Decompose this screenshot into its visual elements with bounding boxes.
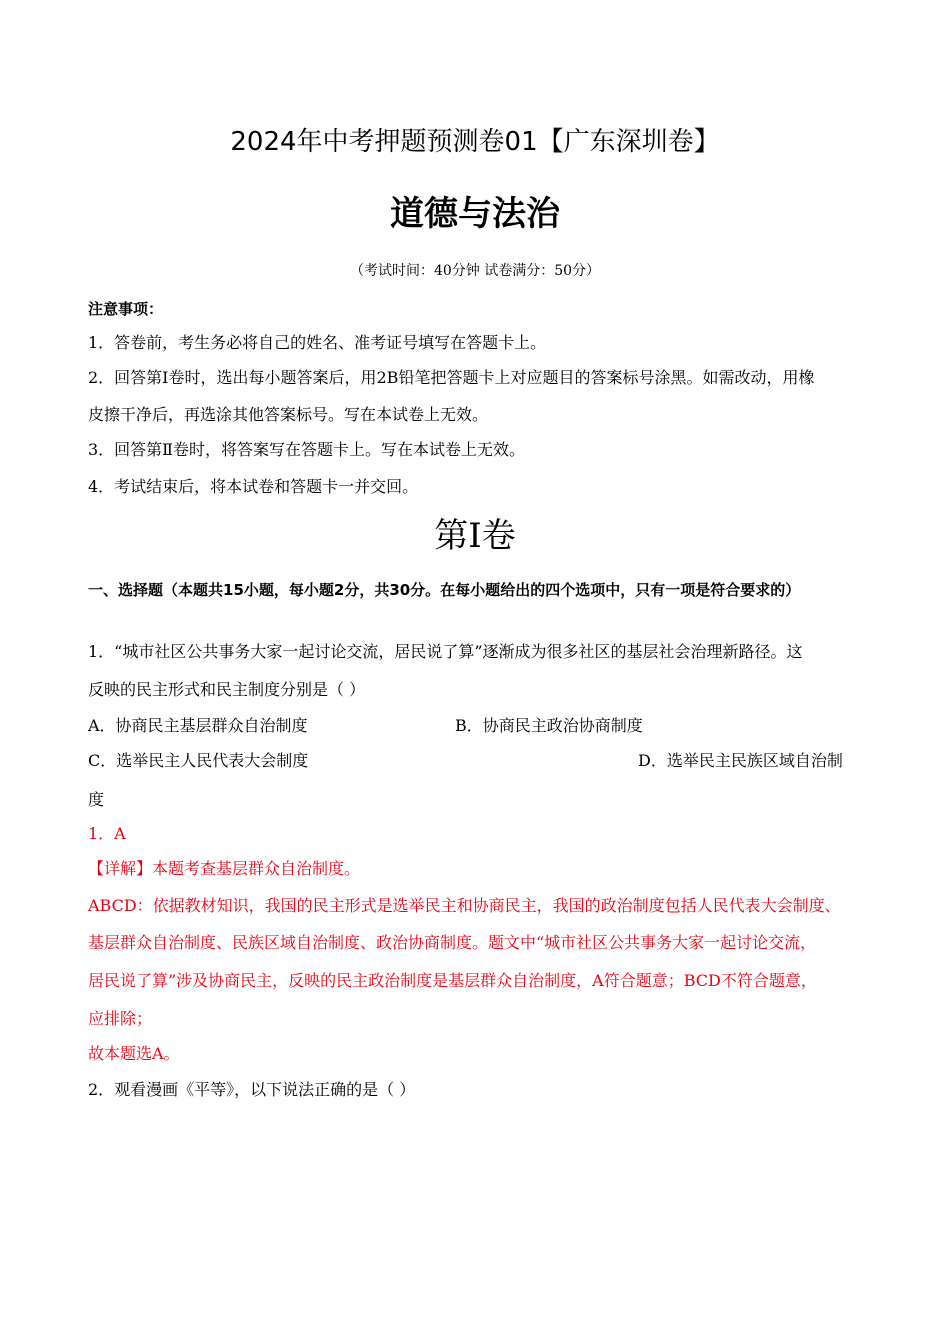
answer: 1．A <box>88 824 126 843</box>
option-b: B．协商民主政治协商制度 <box>455 716 643 735</box>
exam-title: 2024年中考押题预测卷01【广东深圳卷】 <box>230 127 720 157</box>
detail-heading: 【详解】本题考查基层群众自治制度。 <box>88 859 361 878</box>
volume-title: 第Ⅰ卷 <box>434 516 516 556</box>
analysis-line: 居民说了算”涉及协商民主，反映的民主政治制度是基层群众自治制度，A符合题意；BCD不符合题意， <box>88 971 817 990</box>
question-stem: 反映的民主形式和民主制度分别是（ ） <box>88 680 366 699</box>
option-a: A．协商民主基层群众自治制度 <box>88 716 308 735</box>
exam-info: （考试时间：40分钟 试卷满分：50分） <box>349 263 601 279</box>
notice-heading: 注意事项： <box>88 300 164 318</box>
analysis-line: 应排除； <box>88 1009 153 1028</box>
subject-title: 道德与法治 <box>390 194 560 234</box>
notice-item: 2．回答第Ⅰ卷时，选出每小题答案后，用2B铅笔把答题卡上对应题目的答案标号涂黑。如需改动，用橡 <box>88 368 815 387</box>
notice-item: 4．考试结束后，将本试卷和答题卡一并交回。 <box>88 477 419 496</box>
section-heading: 一、选择题（本题共15小题，每小题2分，共30分。在每小题给出的四个选项中，只有一项是符合要求的） <box>88 581 801 599</box>
question-stem: 2．观看漫画《平等》，以下说法正确的是（ ） <box>88 1080 416 1099</box>
notice-item: 皮擦干净后，再选涂其他答案标号。写在本试卷上无效。 <box>88 405 489 424</box>
conclusion: 故本题选A。 <box>88 1044 180 1063</box>
option-d: D．选举民主民族区域自治制 <box>638 751 843 770</box>
analysis-line: 基层群众自治制度、民族区域自治制度、政治协商制度。题文中“城市社区公共事务大家一起讨论交流， <box>88 933 817 952</box>
option-d-continued: 度 <box>88 790 105 809</box>
notice-item: 3．回答第Ⅱ卷时，将答案写在答题卡上。写在本试卷上无效。 <box>88 440 526 459</box>
analysis-line: ABCD：依据教材知识，我国的民主形式是选举民主和协商民主，我国的政治制度包括人民代表大会制度、 <box>88 896 841 915</box>
notice-item: 1．答卷前，考生务必将自己的姓名、准考证号填写在答题卡上。 <box>88 333 547 352</box>
option-c: C．选举民主人民代表大会制度 <box>88 751 309 770</box>
question-stem: 1．“城市社区公共事务大家一起讨论交流，居民说了算”逐渐成为很多社区的基层社会治理新路径。这 <box>88 642 803 661</box>
